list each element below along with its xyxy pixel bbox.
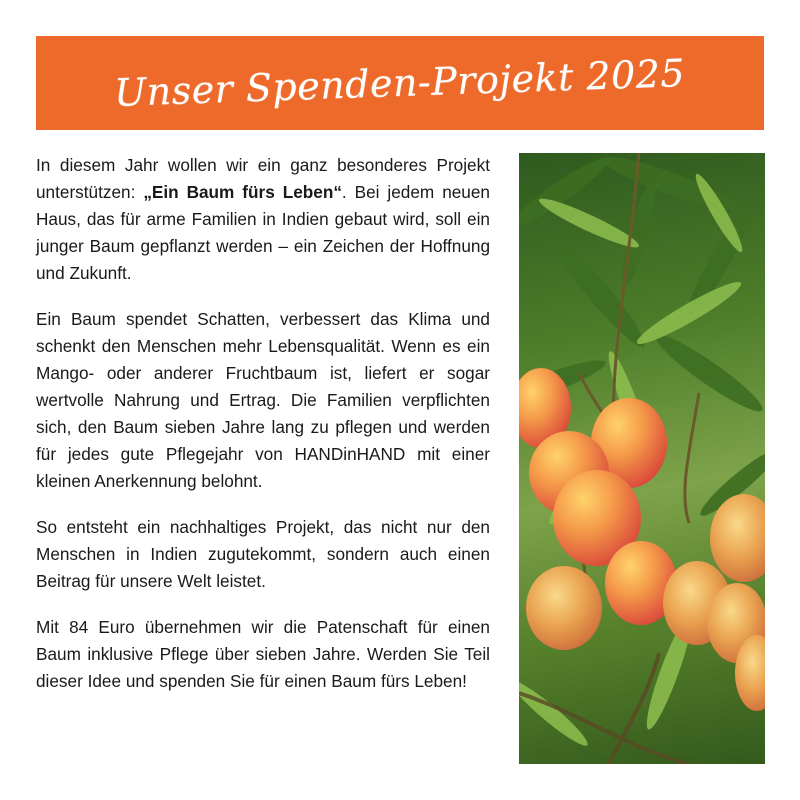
paragraph-sustainability: So entsteht ein nachhaltiges Projekt, das nicht nur den Menschen in Indien zugutekommt, sondern auch einen Beitrag für unsere Welt leistet. — [36, 517, 490, 591]
paragraph-intro-start: In diesem Jahr wollen wir ein ganz besonderes Projekt unterstützen: — [36, 155, 490, 202]
project-name-highlight: „Ein Baum fürs Leben“ — [143, 182, 342, 202]
mango-tree-photo — [519, 153, 765, 764]
paragraph-benefits: Ein Baum spendet Schatten, verbessert das Klima und schenkt den Menschen mehr Lebensqualität. Wenn es ein Mango- oder anderer Fruchtbaum ist, liefert er sogar wertvolle Nahrung und Ertrag. Die Familien verpflichten sich, den Baum sieben Jahre lang zu pflegen und werden für jedes gute Pflegejahr von HANDinHAND mit einer kleinen Anerkennung belohnt. — [36, 309, 490, 491]
article-body — [36, 152, 490, 714]
paragraph-intro-end: . Bei jedem neuen Haus, das für arme Familien in Indien gebaut wird, soll ein junger Baum gepflanzt werden – ein Zeichen der Hoffnung und Zukunft. — [36, 182, 490, 283]
paragraph-call-to-action: Mit 84 Euro übernehmen wir die Patenschaft für einen Baum inklusive Pflege über sieben Jahre. Werden Sie Teil dieser Idee und spenden Sie für einen Baum fürs Leben! — [36, 617, 490, 691]
title-banner — [36, 36, 764, 130]
mango-tree-illustration — [519, 153, 765, 764]
mango-fruits — [519, 368, 765, 711]
paragraph-intro — [36, 152, 490, 287]
page-title: Unser Spenden-Projekt 2025 — [113, 51, 687, 115]
